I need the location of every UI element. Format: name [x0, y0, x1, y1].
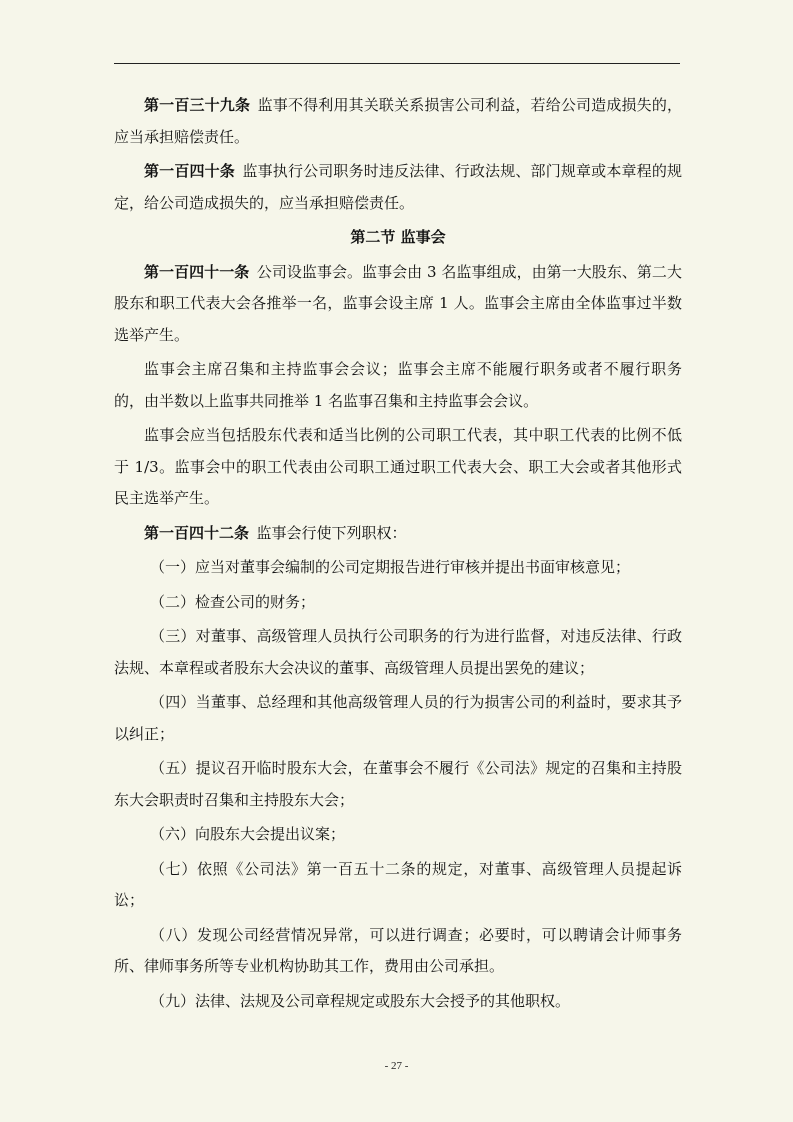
page-number: - 27 -: [384, 1060, 409, 1072]
article-label: 第一百四十条: [144, 162, 235, 180]
header-rule: [114, 63, 680, 64]
article-140: [114, 156, 682, 219]
list-item: （六）向股东大会提出议案；: [150, 825, 346, 843]
list-item: （九）法律、法规及公司章程规定或股东大会授予的其他职权。: [150, 991, 571, 1010]
article-141: [114, 257, 682, 352]
article-text: 监事执行公司职务时违反法律、行政法规、部门规章或本章程的规定，给公司造成损失的，应当承担赔偿责任。: [114, 162, 682, 212]
article-139: [114, 90, 682, 153]
list-item: （一）应当对董事会编制的公司定期报告进行审核并提出书面审核意见；: [150, 558, 631, 576]
article-label: 第一百三十九条: [144, 96, 251, 114]
list-item: （八）发现公司经营情况异常，可以进行调查；必要时，可以聘请会计师事务所、律师事务所等专业机构协助其工作，费用由公司承担。: [114, 925, 682, 975]
list-item: （七）依照《公司法》第一百五十二条的规定，对董事、高级管理人员提起诉讼；: [114, 859, 682, 909]
article-text: 公司设监事会。监事会由 3 名监事组成，由第一大股东、第二大股东和职工代表大会各推举一名，监事会设主席 1 人。监事会主席由全体监事过半数选举产生。: [114, 262, 682, 344]
article-label: 第一百四十一条: [144, 262, 250, 281]
list-item: （五）提议召开临时股东大会，在董事会不履行《公司法》规定的召集和主持股东大会职责时召集和主持股东大会；: [114, 759, 682, 809]
article-label: 第一百四十二条: [144, 523, 250, 542]
article-141-paragraph: 监事会应当包括股东代表和适当比例的公司职工代表，其中职工代表的比例不低于 1/3。监事会中的职工代表由公司职工通过职工代表大会、职工大会或者其他形式民主选举产生。: [114, 426, 682, 507]
list-item: （三）对董事、高级管理人员执行公司职务的行为进行监督，对违反法律、行政法规、本章程或者股东大会决议的董事、高级管理人员提出罢免的建议；: [114, 627, 682, 677]
article-text: 监事会行使下列职权：: [256, 523, 407, 542]
section-title: 第二节 监事会: [350, 228, 446, 246]
article-text: 监事不得利用其关联关系损害公司利益，若给公司造成损失的，应当承担赔偿责任。: [114, 96, 682, 146]
article-141-paragraph: 监事会主席召集和主持监事会会议；监事会主席不能履行职务或者不履行职务的，由半数以上监事共同推举 1 名监事召集和主持监事会会议。: [114, 360, 682, 410]
list-item: （二）检查公司的财务；: [150, 592, 316, 611]
list-item: （四）当董事、总经理和其他高级管理人员的行为损害公司的利益时，要求其予以纠正；: [114, 693, 682, 743]
article-142: [114, 518, 682, 550]
document-body: [114, 90, 682, 1017]
